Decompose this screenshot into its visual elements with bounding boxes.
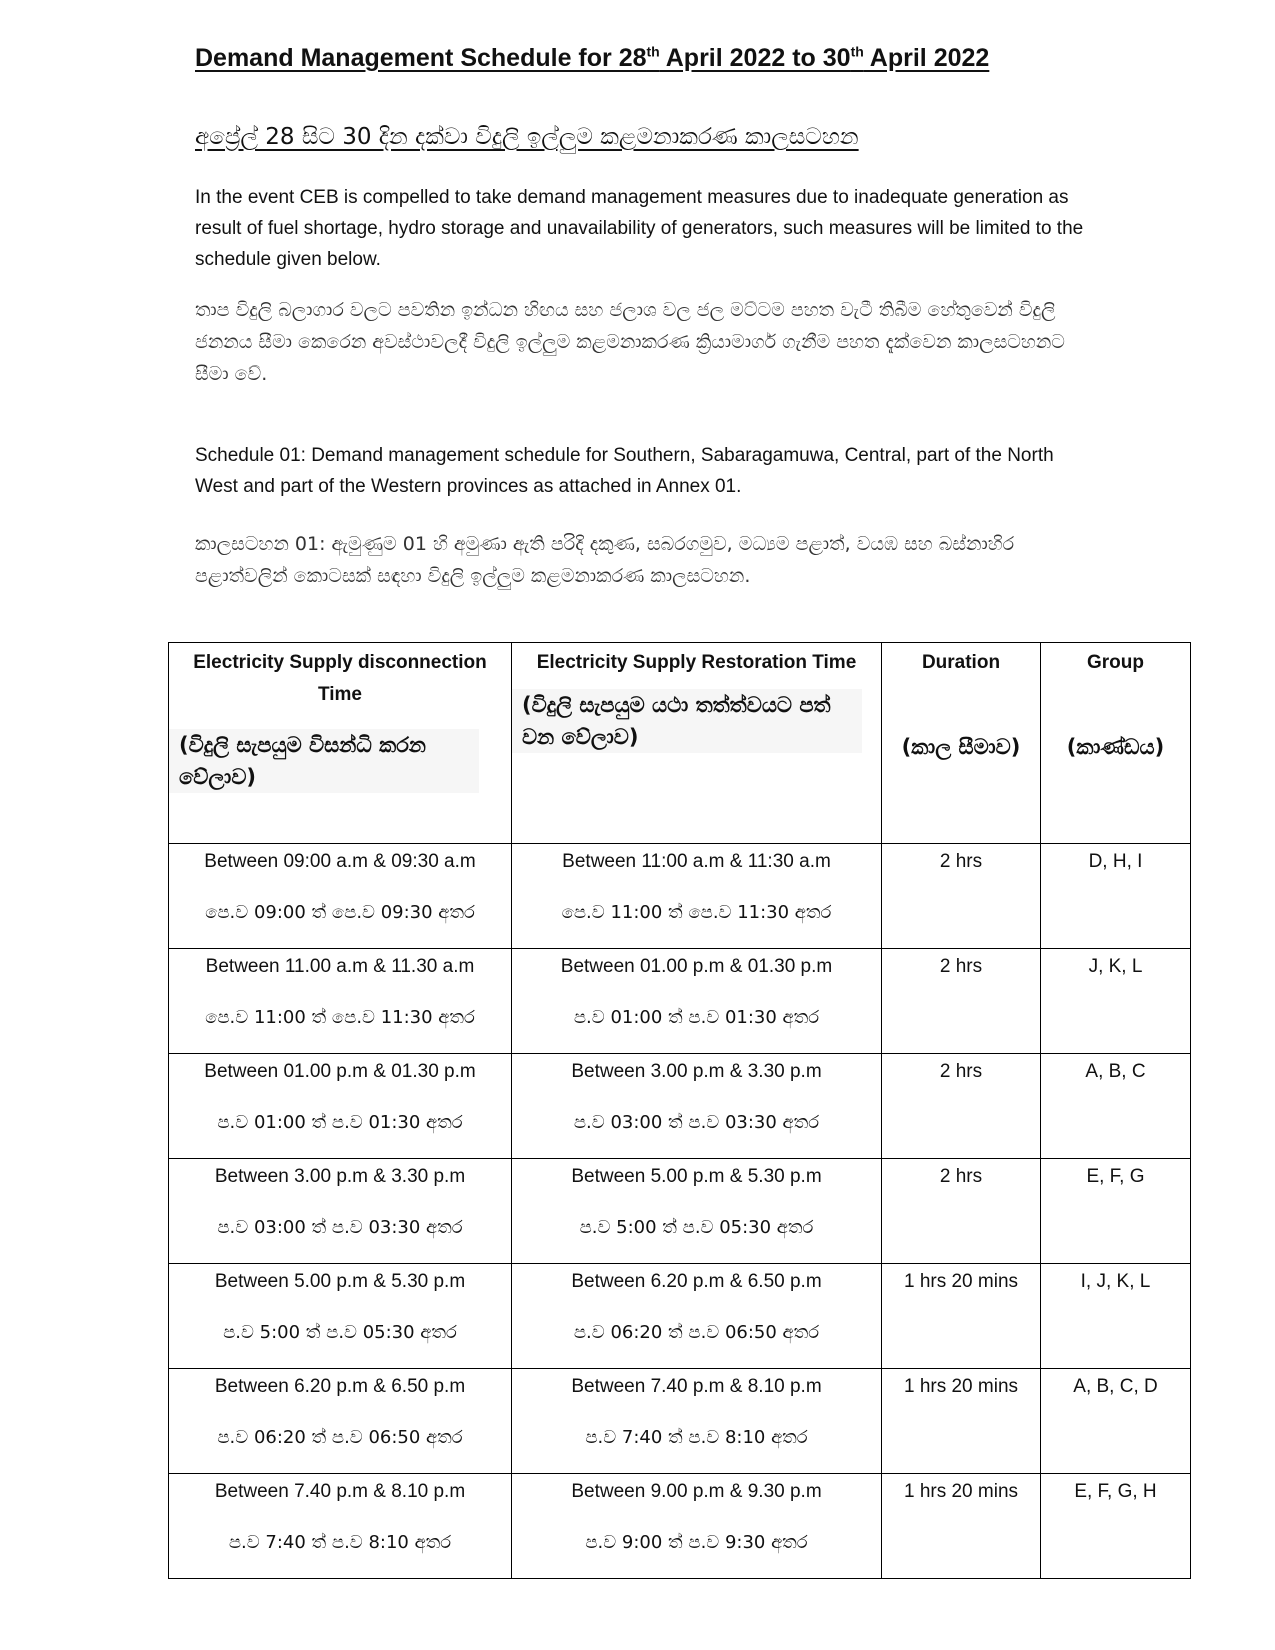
table-row (169, 949, 1191, 1054)
table-row (169, 1369, 1191, 1474)
table-row (169, 1264, 1191, 1369)
duration-value: 2 hrs (939, 851, 983, 872)
restoration-cell (512, 844, 882, 949)
table-row (169, 844, 1191, 949)
duration-cell (882, 1159, 1041, 1264)
disconnection-en: Between 3.00 p.m & 3.30 p.m (214, 1166, 466, 1187)
disconnection-cell (169, 1474, 512, 1579)
restoration-en: Between 6.20 p.m & 6.50 p.m (571, 1271, 822, 1292)
header-restoration-si: (විදුලි සැපයුම යථා තත්ත්වයට පත් වන වේලාව) (512, 689, 862, 753)
disconnection-cell (169, 844, 512, 949)
restoration-en: Between 5.00 p.m & 5.30 p.m (571, 1166, 822, 1187)
group-value: I, J, K, L (1080, 1271, 1151, 1292)
disconnection-cell (169, 1369, 512, 1474)
duration-cell (882, 1474, 1041, 1579)
table-row (169, 1474, 1191, 1579)
header-disconnection (169, 643, 512, 844)
page-title (195, 44, 989, 73)
restoration-cell (512, 1159, 882, 1264)
title-text-2: April 2022 to 30 (659, 44, 851, 72)
disconnection-en: Between 6.20 p.m & 6.50 p.m (214, 1376, 466, 1397)
title-sup-1: th (646, 43, 660, 60)
disconnection-en: Between 5.00 p.m & 5.30 p.m (214, 1271, 466, 1292)
restoration-en: Between 9.00 p.m & 9.30 p.m (571, 1481, 822, 1502)
duration-cell (882, 1369, 1041, 1474)
sinhala-title: අප්‍රේල් 28 සිට 30 දින දක්වා විදුලි ඉල්ලුම කළමනාකරණ කාලසටහන (195, 124, 859, 150)
group-cell (1041, 949, 1191, 1054)
schedule-paragraph-en: Schedule 01: Demand management schedule for Southern, Sabaragamuwa, Central, part of the North West and part of the Western provinces as attached in Annex 01. (195, 445, 1054, 497)
disconnection-si: ප.ව 06:20 ත් ප.ව 06:50 අතර (217, 1427, 463, 1448)
header-duration-si: (කාල සීමාව) (901, 735, 1021, 759)
restoration-si: ප.ව 7:40 ත් ප.ව 8:10 අතර (585, 1427, 808, 1448)
disconnection-si: පෙ.ව 11:00 ත් පෙ.ව 11:30 අතර (205, 1007, 475, 1028)
restoration-si: ප.ව 03:00 ත් ප.ව 03:30 අතර (573, 1112, 820, 1133)
group-cell (1041, 1159, 1191, 1264)
duration-cell (882, 844, 1041, 949)
restoration-cell (512, 949, 882, 1054)
group-cell (1041, 1474, 1191, 1579)
restoration-cell (512, 1264, 882, 1369)
group-cell (1041, 1054, 1191, 1159)
duration-value: 2 hrs (939, 1061, 983, 1082)
duration-value: 2 hrs (939, 956, 983, 977)
disconnection-cell (169, 1264, 512, 1369)
disconnection-si: ප.ව 01:00 ත් ප.ව 01:30 අතර (217, 1112, 463, 1133)
restoration-en: Between 01.00 p.m & 01.30 p.m (560, 956, 833, 977)
title-text-3: April 2022 (863, 44, 990, 72)
header-restoration-en: Electricity Supply Restoration Time (536, 652, 857, 673)
header-group (1041, 643, 1191, 844)
table-row (169, 1054, 1191, 1159)
group-value: A, B, C (1085, 1061, 1146, 1082)
intro-paragraph-en: In the event CEB is compelled to take demand management measures due to inadequate generation as result of fuel shortage, hydro storage and unavailability of generators, such measures will be limited to the schedule given below. (195, 187, 1084, 270)
group-cell (1041, 1369, 1191, 1474)
duration-value: 1 hrs 20 mins (903, 1271, 1019, 1292)
restoration-si: ප.ව 9:00 ත් ප.ව 9:30 අතර (585, 1532, 808, 1553)
restoration-en: Between 7.40 p.m & 8.10 p.m (571, 1376, 822, 1397)
intro-paragraph-si: තාප විදුලි බලාගාර වලට පවතින ඉන්ධන හිඟය සහ ජලාශ වල ජල මට්ටම පහත වැටී තිබීම හේතුවෙන් විදුලි ජනනය සීමා කෙරෙන අවස්ථාවලදී විදුලි ඉල්ලුම කළමනාකරණ ක්‍රියාමාර්ග ගැනීම පහත දැක්වෙන කාලසටහනට සීමා වේ. (195, 299, 1065, 385)
title-text-1: Demand Management Schedule for 28 (195, 44, 647, 72)
header-group-si: (කාණ්ඩය) (1066, 735, 1165, 759)
group-value: D, H, I (1088, 851, 1143, 872)
header-disconnection-si: (විදුලි සැපයුම විසන්ධි කරන වේලාව) (169, 729, 479, 793)
disconnection-si: ප.ව 03:00 ත් ප.ව 03:30 අතර (217, 1217, 463, 1238)
duration-cell (882, 1054, 1041, 1159)
table-row (169, 1159, 1191, 1264)
disconnection-si: පෙ.ව 09:00 ත් පෙ.ව 09:30 අතර (205, 902, 475, 923)
disconnection-si: ප.ව 5:00 ත් ප.ව 05:30 අතර (223, 1322, 457, 1343)
header-restoration (512, 643, 882, 844)
group-value: E, F, G (1086, 1166, 1145, 1187)
restoration-en: Between 11:00 a.m & 11:30 a.m (562, 851, 831, 872)
group-cell (1041, 1264, 1191, 1369)
disconnection-en: Between 01.00 p.m & 01.30 p.m (204, 1061, 476, 1082)
header-duration-en: Duration (921, 652, 1001, 673)
disconnection-en: Between 7.40 p.m & 8.10 p.m (214, 1481, 466, 1502)
schedule-table (168, 642, 1191, 1579)
restoration-cell (512, 1369, 882, 1474)
restoration-si: ප.ව 06:20 ත් ප.ව 06:50 අතර (573, 1322, 820, 1343)
duration-cell (882, 1264, 1041, 1369)
disconnection-en: Between 09:00 a.m & 09:30 a.m (204, 851, 476, 872)
duration-value: 1 hrs 20 mins (903, 1376, 1019, 1397)
table-header-row (169, 643, 1191, 844)
disconnection-en: Between 11.00 a.m & 11.30 a.m (205, 956, 475, 977)
disconnection-si: ප.ව 7:40 ත් ප.ව 8:10 අතර (228, 1532, 452, 1553)
disconnection-cell (169, 1159, 512, 1264)
schedule-paragraph-si: කාලසටහන 01: ඇමුණුම 01 හි අමුණා ඇති පරිදි දකුණ, සබරගමුව, මධ්‍යම පළාත්, වයඹ සහ බස්නාහිර පළාත්වලින් කොටසක් සඳහා විදුලි ඉල්ලුම කළමනාකරණ කාලසටහන. (195, 533, 1015, 587)
restoration-cell (512, 1474, 882, 1579)
group-value: E, F, G, H (1074, 1481, 1157, 1502)
restoration-si: පෙ.ව 11:00 ත් පෙ.ව 11:30 අතර (561, 902, 832, 923)
group-value: J, K, L (1088, 956, 1143, 977)
restoration-en: Between 3.00 p.m & 3.30 p.m (571, 1061, 822, 1082)
title-sup-2: th (850, 43, 864, 60)
duration-value: 1 hrs 20 mins (903, 1481, 1019, 1502)
disconnection-cell (169, 949, 512, 1054)
header-group-en: Group (1087, 652, 1144, 673)
restoration-si: ප.ව 01:00 ත් ප.ව 01:30 අතර (573, 1007, 820, 1028)
header-duration (882, 643, 1041, 844)
group-value: A, B, C, D (1073, 1376, 1158, 1397)
restoration-si: ප.ව 5:00 ත් ප.ව 05:30 අතර (579, 1217, 814, 1238)
duration-value: 2 hrs (939, 1166, 983, 1187)
group-cell (1041, 844, 1191, 949)
duration-cell (882, 949, 1041, 1054)
restoration-cell (512, 1054, 882, 1159)
disconnection-cell (169, 1054, 512, 1159)
header-disconnection-en: Electricity Supply disconnection Time (193, 652, 487, 705)
